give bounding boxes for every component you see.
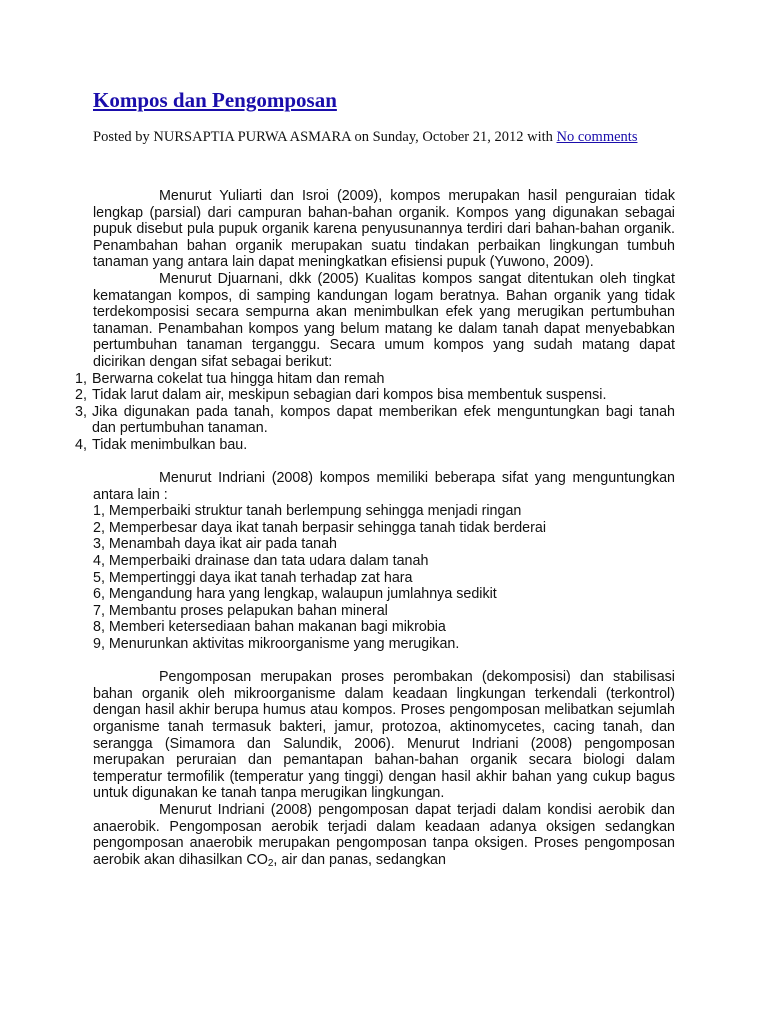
paragraph-2: Menurut Djuarnani, dkk (2005) Kualitas kompos sangat ditentukan oleh tingkat kematangan kompos, di samping kandungan logam beratnya. Bahan organik yang tidak terdekomposisi secara sempurna akan menimbulkan efek yang merugikan pertumbuhan tanaman. Penambahan kompos yang belum matang ke dalam tanah dapat menyebabkan pertumbuhan tanaman terganggu. Secara umum kompos yang sudah matang dapat dicirikan dengan sifat sebagai berikut: <box>93 270 675 370</box>
list-item: 2, Tidak larut dalam air, meskipun sebagian dari kompos bisa membentuk suspensi. <box>75 387 607 404</box>
post-title-link[interactable]: Kompos dan Pengomposan <box>93 88 337 112</box>
paragraph-1: Menurut Yuliarti dan Isroi (2009), kompos merupakan hasil penguraian tidak lengkap (parsial) dari campuran bahan-bahan organik. Kompos yang digunakan sebagai pupuk disebut pula pupuk organik karena penyusunannya terdiri dari bahan-bahan organik. Penambahan bahan organik merupakan suatu tindakan perbaikan lingkungan tumbuh tanaman yang antara lain dapat meningkatkan efisiensi pupuk (Yuwono, 2009). <box>93 188 675 271</box>
list-item: 1, Berwarna cokelat tua hingga hitam dan remah <box>75 370 385 387</box>
list-benefits <box>75 503 675 652</box>
list-item: 3, Jika digunakan pada tanah, kompos dapat memberikan efek menguntungkan bagi tanah dan pertumbuhan tanaman. <box>75 403 675 437</box>
comments-link[interactable]: No comments <box>556 129 638 145</box>
list-item: 4, Memperbaiki drainase dan tata udara dalam tanah <box>93 553 429 570</box>
list-item: 8, Memberi ketersediaan bahan makanan bagi mikrobia <box>93 619 446 636</box>
post-meta <box>93 129 653 146</box>
post-meta-text: Posted by NURSAPTIA PURWA ASMARA on Sunday, October 21, 2012 with <box>93 129 557 145</box>
paragraph-3: Menurut Indriani (2008) kompos memiliki beberapa sifat yang menguntungkan antara lain : <box>93 470 675 503</box>
paragraph-4: Pengomposan merupakan proses perombakan (dekomposisi) dan stabilisasi bahan organik oleh mikroorganisme dalam keadaan lingkungan terkendali (terkontrol) dengan hasil akhir berupa humus atau kompos. Proses pengomposan melibatkan sejumlah organisme tanah termasuk bakteri, jamur, protozoa, aktinomycetes, cacing tanah, dan serangga (Simamora dan Salundik, 2006). Menurut Indriani (2008) pengomposan merupakan peruraian dan pemantapan bahan-bahan organik secara biologi dalam temperatur termofilik (temperatur yang tinggi) dengan hasil akhir bahan yang cukup bagus untuk digunakan ke tanah tanpa merugikan lingkungan. <box>93 669 675 802</box>
list-item: 5, Mempertinggi daya ikat tanah terhadap zat hara <box>93 569 413 586</box>
article-body <box>75 188 675 870</box>
list-item: 1, Memperbaiki struktur tanah berlempung sehingga menjadi ringan <box>93 503 522 520</box>
list-item: 9, Menurunkan aktivitas mikroorganisme yang merugikan. <box>93 636 460 653</box>
list-item: 7, Membantu proses pelapukan bahan mineral <box>93 602 388 619</box>
list-item: 6, Mengandung hara yang lengkap, walaupun jumlahnya sedikit <box>93 586 497 603</box>
list-item: 3, Menambah daya ikat air pada tanah <box>93 536 338 553</box>
list-item: 4, Tidak menimbulkan bau. <box>75 436 248 453</box>
paragraph-5: Menurut Indriani (2008) pengomposan dapat terjadi dalam kondisi aerobik dan anaerobik. Pengomposan aerobik terjadi dalam keadaan adanya oksigen sedangkan pengomposan anaerobik merupakan pengomposan tanpa oksigen. Proses pengomposan aerobik akan dihasilkan $CO_2$, air dan panas, sedangkan <box>93 801 675 869</box>
list-characteristics <box>75 371 675 454</box>
list-item: 2, Memperbesar daya ikat tanah berpasir sehingga tanah tidak berderai <box>93 519 547 536</box>
